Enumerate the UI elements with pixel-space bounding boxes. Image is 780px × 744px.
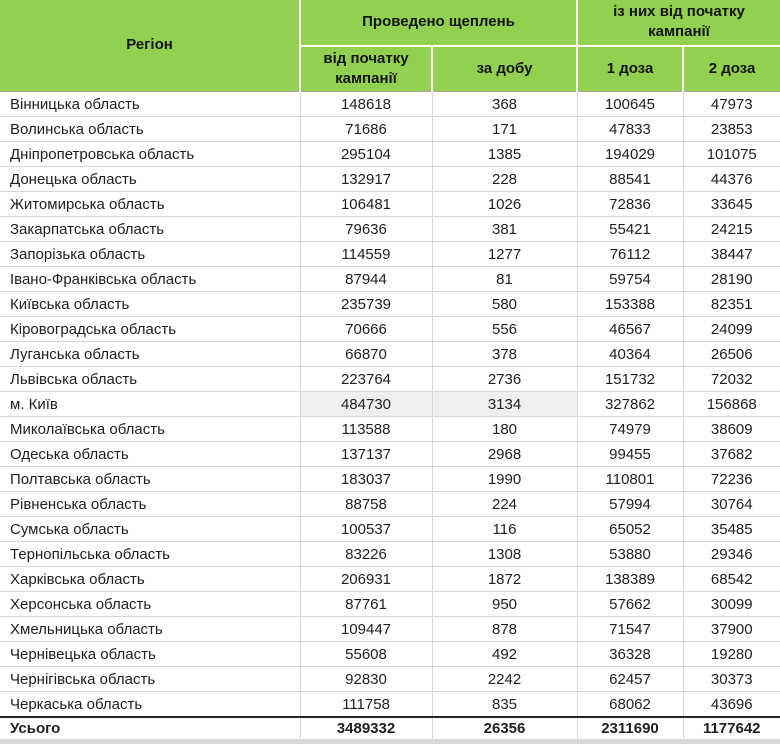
value-cell: 30099 (683, 592, 780, 617)
value-cell: 47833 (577, 117, 683, 142)
region-cell: Рівненська область (0, 492, 300, 517)
col-header-since-campaign-start: від початку кампанії (300, 46, 432, 92)
value-cell: 70666 (300, 317, 432, 342)
value-cell: 29346 (683, 542, 780, 567)
value-cell: 72032 (683, 367, 780, 392)
col-group-vaccinations-performed: Проведено щеплень (300, 0, 577, 46)
value-cell: 138389 (577, 567, 683, 592)
value-cell: 99455 (577, 442, 683, 467)
region-cell: Хмельницька область (0, 617, 300, 642)
value-cell: 79636 (300, 217, 432, 242)
table-row (0, 192, 780, 217)
table-row (0, 542, 780, 567)
value-cell: 66870 (300, 342, 432, 367)
value-cell: 109447 (300, 617, 432, 642)
region-cell: Херсонська область (0, 592, 300, 617)
value-cell: 62457 (577, 667, 683, 692)
value-cell: 484730 (300, 392, 432, 417)
value-cell: 28190 (683, 267, 780, 292)
region-cell: Чернівецька область (0, 642, 300, 667)
region-cell: Харківська область (0, 567, 300, 592)
value-cell: 2736 (432, 367, 577, 392)
table-row (0, 392, 780, 417)
region-cell: Тернопільська область (0, 542, 300, 567)
value-cell: 235739 (300, 292, 432, 317)
value-cell: 223764 (300, 367, 432, 392)
value-cell: 26506 (683, 342, 780, 367)
value-cell: 43696 (683, 692, 780, 718)
region-cell: Волинська область (0, 117, 300, 142)
value-cell: 57662 (577, 592, 683, 617)
region-cell: Вінницька область (0, 92, 300, 117)
value-cell: 180 (432, 417, 577, 442)
value-cell: 38609 (683, 417, 780, 442)
value-cell: 68542 (683, 567, 780, 592)
total-label: Усього (0, 717, 300, 740)
table-row (0, 467, 780, 492)
total-value-per-day: 26356 (432, 717, 577, 740)
region-cell: Львівська область (0, 367, 300, 392)
value-cell: 116 (432, 517, 577, 542)
value-cell: 88758 (300, 492, 432, 517)
value-cell: 100537 (300, 517, 432, 542)
value-cell: 101075 (683, 142, 780, 167)
value-cell: 71686 (300, 117, 432, 142)
value-cell: 153388 (577, 292, 683, 317)
table-row (0, 667, 780, 692)
value-cell: 55608 (300, 642, 432, 667)
value-cell: 19280 (683, 642, 780, 667)
table-row (0, 692, 780, 718)
value-cell: 76112 (577, 242, 683, 267)
value-cell: 24099 (683, 317, 780, 342)
value-cell: 53880 (577, 542, 683, 567)
header-row-groups (0, 0, 780, 46)
value-cell: 110801 (577, 467, 683, 492)
value-cell: 72236 (683, 467, 780, 492)
table-row (0, 217, 780, 242)
value-cell: 37900 (683, 617, 780, 642)
total-value-dose-2: 1177642 (683, 717, 780, 740)
value-cell: 30764 (683, 492, 780, 517)
value-cell: 580 (432, 292, 577, 317)
table-row (0, 517, 780, 542)
value-cell: 950 (432, 592, 577, 617)
table-row (0, 492, 780, 517)
region-cell: м. Київ (0, 392, 300, 417)
value-cell: 556 (432, 317, 577, 342)
region-cell: Чернігівська область (0, 667, 300, 692)
value-cell: 224 (432, 492, 577, 517)
value-cell: 381 (432, 217, 577, 242)
value-cell: 151732 (577, 367, 683, 392)
value-cell: 3134 (432, 392, 577, 417)
value-cell: 33645 (683, 192, 780, 217)
value-cell: 68062 (577, 692, 683, 718)
value-cell: 92830 (300, 667, 432, 692)
value-cell: 83226 (300, 542, 432, 567)
value-cell: 1990 (432, 467, 577, 492)
value-cell: 111758 (300, 692, 432, 718)
region-cell: Закарпатська область (0, 217, 300, 242)
table-row (0, 167, 780, 192)
region-cell: Черкаська область (0, 692, 300, 718)
value-cell: 156868 (683, 392, 780, 417)
col-group-of-them-since-start: із них від початку кампанії (577, 0, 780, 46)
value-cell: 835 (432, 692, 577, 718)
value-cell: 327862 (577, 392, 683, 417)
col-header-dose-2: 2 доза (683, 46, 780, 92)
value-cell: 87944 (300, 267, 432, 292)
table-row (0, 117, 780, 142)
total-value-since-start: 3489332 (300, 717, 432, 740)
value-cell: 113588 (300, 417, 432, 442)
table-row (0, 92, 780, 117)
value-cell: 81 (432, 267, 577, 292)
table-row (0, 242, 780, 267)
value-cell: 114559 (300, 242, 432, 267)
table-row (0, 142, 780, 167)
value-cell: 1308 (432, 542, 577, 567)
value-cell: 492 (432, 642, 577, 667)
value-cell: 59754 (577, 267, 683, 292)
col-header-per-day: за добу (432, 46, 577, 92)
region-cell: Івано-Франківська область (0, 267, 300, 292)
table-footer (0, 717, 780, 740)
table-row (0, 442, 780, 467)
region-cell: Запорізька область (0, 242, 300, 267)
value-cell: 30373 (683, 667, 780, 692)
value-cell: 132917 (300, 167, 432, 192)
value-cell: 24215 (683, 217, 780, 242)
table-row (0, 592, 780, 617)
region-cell: Київська область (0, 292, 300, 317)
value-cell: 57994 (577, 492, 683, 517)
col-header-dose-1: 1 доза (577, 46, 683, 92)
value-cell: 1872 (432, 567, 577, 592)
value-cell: 1026 (432, 192, 577, 217)
value-cell: 171 (432, 117, 577, 142)
value-cell: 194029 (577, 142, 683, 167)
value-cell: 228 (432, 167, 577, 192)
region-cell: Дніпропетровська область (0, 142, 300, 167)
table-row (0, 292, 780, 317)
value-cell: 72836 (577, 192, 683, 217)
value-cell: 295104 (300, 142, 432, 167)
value-cell: 378 (432, 342, 577, 367)
value-cell: 100645 (577, 92, 683, 117)
value-cell: 368 (432, 92, 577, 117)
total-row (0, 717, 780, 740)
value-cell: 183037 (300, 467, 432, 492)
value-cell: 878 (432, 617, 577, 642)
value-cell: 87761 (300, 592, 432, 617)
value-cell: 2968 (432, 442, 577, 467)
value-cell: 36328 (577, 642, 683, 667)
value-cell: 82351 (683, 292, 780, 317)
table-row (0, 267, 780, 292)
table-row (0, 342, 780, 367)
table-row (0, 617, 780, 642)
table-header (0, 0, 780, 92)
region-cell: Луганська область (0, 342, 300, 367)
value-cell: 1385 (432, 142, 577, 167)
table-row (0, 317, 780, 342)
col-header-region: Регіон (0, 0, 300, 92)
value-cell: 88541 (577, 167, 683, 192)
region-cell: Житомирська область (0, 192, 300, 217)
value-cell: 35485 (683, 517, 780, 542)
value-cell: 40364 (577, 342, 683, 367)
value-cell: 38447 (683, 242, 780, 267)
region-cell: Миколаївська область (0, 417, 300, 442)
value-cell: 2242 (432, 667, 577, 692)
region-cell: Донецька область (0, 167, 300, 192)
value-cell: 55421 (577, 217, 683, 242)
table-row (0, 367, 780, 392)
value-cell: 1277 (432, 242, 577, 267)
value-cell: 65052 (577, 517, 683, 542)
value-cell: 74979 (577, 417, 683, 442)
region-cell: Полтавська область (0, 467, 300, 492)
region-cell: Кіровоградська область (0, 317, 300, 342)
table-row (0, 417, 780, 442)
value-cell: 71547 (577, 617, 683, 642)
value-cell: 44376 (683, 167, 780, 192)
value-cell: 46567 (577, 317, 683, 342)
value-cell: 37682 (683, 442, 780, 467)
value-cell: 137137 (300, 442, 432, 467)
table-body (0, 92, 780, 718)
region-cell: Сумська область (0, 517, 300, 542)
value-cell: 206931 (300, 567, 432, 592)
value-cell: 148618 (300, 92, 432, 117)
value-cell: 23853 (683, 117, 780, 142)
value-cell: 106481 (300, 192, 432, 217)
table-row (0, 642, 780, 667)
region-cell: Одеська область (0, 442, 300, 467)
total-value-dose-1: 2311690 (577, 717, 683, 740)
value-cell: 47973 (683, 92, 780, 117)
table-row (0, 567, 780, 592)
bottom-strip (0, 739, 780, 744)
